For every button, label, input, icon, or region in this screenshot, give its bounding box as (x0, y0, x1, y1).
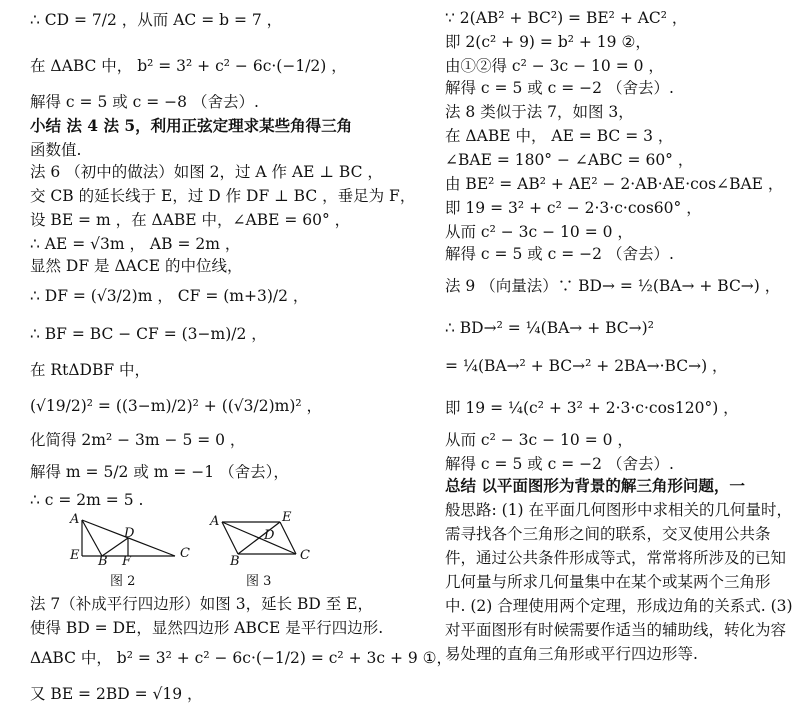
left-line: 化简得 2m² − 3m − 5 = 0 ， (30, 431, 246, 449)
fig3-label-C: C (300, 548, 310, 563)
right-line: 法 9 （向量法）∵ BD→ = ½(BA→ + BC→) ， (445, 277, 781, 295)
right-line: 由①②得 c² − 3c − 10 = 0 ， (445, 57, 664, 75)
right-line: 总结 以平面图形为背景的解三角形问题，一 (445, 476, 745, 495)
right-line: 在 ΔABE 中， AE = BC = 3 ， (445, 127, 674, 145)
fig3-label-E: E (282, 510, 292, 525)
left-line: 交 CB 的延长线于 E，过 D 作 DF ⊥ BC ，垂足为 F， (30, 187, 416, 205)
fig2-label-F: F (122, 554, 132, 569)
left-line: 显然 DF 是 ΔACE 的中位线， (30, 257, 243, 275)
right-line: 般思路: (1) 在平面几何图形中求相关的几何量时， (445, 501, 793, 519)
fig3-label-A: A (210, 514, 220, 529)
left-line: 小结 法 4 法 5，利用正弦定理求某些角得三角 (30, 116, 353, 135)
fig3-line-EC (280, 522, 296, 554)
fig2-line-AB (82, 520, 102, 556)
figure-2-caption: 图 2 (110, 574, 136, 589)
fig3-label-D: D (264, 528, 275, 543)
right-line: = ¼(BA→² + BC→² + 2BA→·BC→) ， (445, 357, 728, 375)
right-line: 即 2(c² + 9) = b² + 19 ②， (445, 33, 651, 51)
left-line: 又 BE = 2BD = √19 ， (30, 685, 203, 703)
left-line: 解得 c = 5 或 c = −8 （舍去）. (30, 93, 259, 111)
left-line: 法 6 （初中的做法）如图 2，过 A 作 AE ⊥ BC ， (30, 163, 383, 181)
right-line: 即 19 = 3² + c² − 2·3·c·cos60° ， (445, 199, 702, 217)
right-line: 由 BE² = AB² + AE² − 2·AB·AE·cos∠BAE ， (445, 175, 784, 193)
left-line: ∴ DF = (√3/2)m ， CF = (m+3)/2 ， (30, 287, 309, 305)
left-line: ∴ BF = BC − CF = (3−m)/2 ， (30, 325, 267, 343)
fig3-line-AB (222, 522, 238, 554)
left-line: (√19/2)² = ((3−m)/2)² + ((√3/2)m)² ， (30, 397, 323, 415)
fig2-label-B: B (98, 554, 108, 569)
right-line: 从而 c² − 3c − 10 = 0 ， (445, 223, 633, 241)
right-line: 需寻找各个三角形之间的联系，交叉使用公共条 (445, 525, 771, 543)
fig2-label-C: C (180, 546, 190, 561)
fig2-label-A: A (70, 512, 80, 527)
left-line: 解得 m = 5/2 或 m = −1 （舍去）， (30, 463, 289, 481)
right-line: 几何量与所求几何量集中在某个或某两个三角形 (445, 573, 771, 591)
figure-area (60, 510, 320, 590)
left-line: 在 RtΔDBF 中， (30, 361, 151, 379)
right-line: 从而 c² − 3c − 10 = 0 ， (445, 431, 633, 449)
right-line: 解得 c = 5 或 c = −2 （舍去）. (445, 79, 674, 97)
right-line: 中. (2) 合理使用两个定理，形成边角的关系式. (3) (445, 597, 793, 615)
right-line: 法 8 类似于法 7，如图 3， (445, 103, 634, 121)
right-line: 解得 c = 5 或 c = −2 （舍去）. (445, 245, 674, 263)
right-line: 件，通过公共条件形成等式，常常将所涉及的已知 (445, 549, 787, 567)
fig2-label-E: E (70, 548, 80, 563)
left-line: 设 BE = m ，在 ΔABE 中，∠ABE = 60° ， (30, 211, 351, 229)
left-line: ∴ CD = 7/2 ，从而 AC = b = 7 ， (30, 11, 283, 29)
left-line: 法 7（补成平行四边形）如图 3，延长 BD 至 E， (30, 595, 373, 613)
fig3-label-B: B (230, 554, 240, 569)
left-line: ∴ c = 2m = 5 . (30, 491, 144, 509)
left-line: 在 ΔABC 中， b² = 3² + c² − 6c·(−1/2) ， (30, 57, 347, 75)
left-line: ΔABC 中， b² = 3² + c² − 6c·(−1/2) = c² + 3c + 9 ①， (30, 649, 453, 667)
right-line: 解得 c = 5 或 c = −2 （舍去）. (445, 455, 674, 473)
right-line: ∠BAE = 180° − ∠ABC = 60° ， (445, 151, 694, 169)
left-line: 使得 BD = DE，显然四边形 ABCE 是平行四边形. (30, 619, 384, 637)
figure-3-caption: 图 3 (246, 574, 272, 589)
right-line: 对平面图形有时候需要作适当的辅助线，转化为容 (445, 621, 787, 639)
left-line: ∴ AE = √3m ， AB = 2m ， (30, 235, 241, 253)
right-line: 易处理的直角三角形或平行四边形等. (445, 645, 698, 663)
right-line: ∵ 2(AB² + BC²) = BE² + AC² ， (445, 9, 688, 27)
right-line: ∴ BD→² = ¼(BA→ + BC→)² (445, 319, 654, 337)
fig2-label-D: D (124, 526, 135, 541)
left-line: 函数值. (30, 141, 82, 159)
right-line: 即 19 = ¼(c² + 3² + 2·3·c·cos120°) ， (445, 399, 739, 417)
figure-3 (210, 514, 310, 569)
